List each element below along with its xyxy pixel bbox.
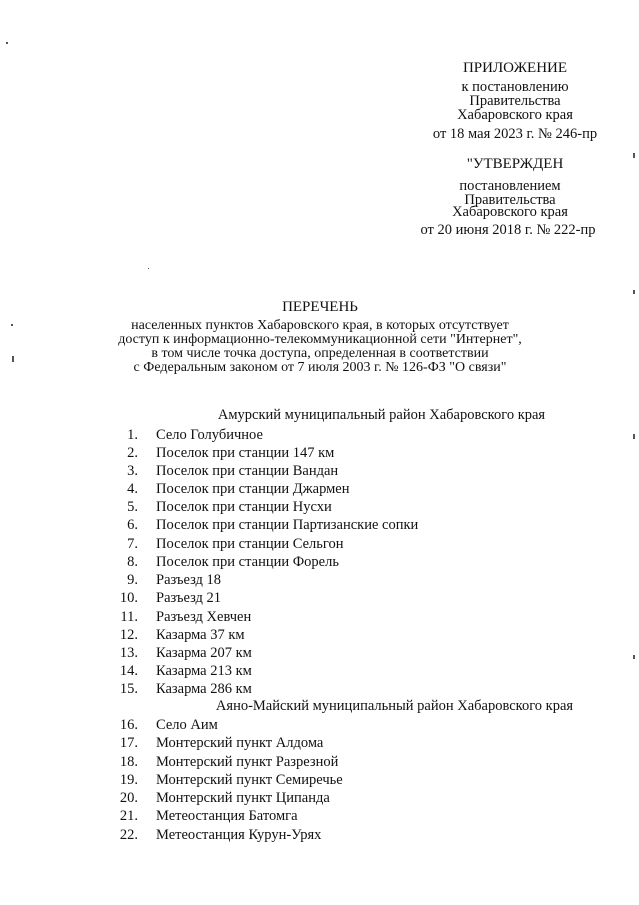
scan-speck xyxy=(633,655,635,659)
list-item xyxy=(0,627,639,645)
scan-speck xyxy=(633,290,635,294)
item-number: 21. xyxy=(119,808,138,824)
scan-speck xyxy=(633,153,635,158)
list-item xyxy=(0,772,639,790)
item-number: 2. xyxy=(127,445,138,461)
subtitle-line-3: в том числе точка доступа, определенная в соответствии xyxy=(151,346,489,361)
list-item xyxy=(0,445,639,463)
list-item xyxy=(0,554,639,572)
list-item xyxy=(0,735,639,753)
scan-speck xyxy=(6,42,8,44)
item-number: 15. xyxy=(119,681,138,697)
doc-title: ПЕРЕЧЕНЬ xyxy=(282,299,358,315)
item-name: Разъезд Хевчен xyxy=(156,609,252,625)
approved-line3: Хабаровского края xyxy=(452,204,568,220)
item-name: Монтерский пункт Ципанда xyxy=(156,790,330,806)
item-name: Метеостанция Батомга xyxy=(156,808,298,824)
item-number: 11. xyxy=(120,609,138,625)
item-number: 16. xyxy=(119,717,138,733)
appendix-date: от 18 мая 2023 г. № 246-пр xyxy=(432,126,598,142)
item-name: Метеостанция Курун-Урях xyxy=(156,827,322,843)
approved-date: от 20 июня 2018 г. № 222-пр xyxy=(420,222,596,238)
item-number: 14. xyxy=(119,663,138,679)
district-heading: Амурский муниципальный район Хабаровского края xyxy=(217,407,546,423)
list-item xyxy=(0,427,639,445)
item-name: Разъезд 21 xyxy=(156,590,222,606)
item-number: 3. xyxy=(127,463,138,479)
list-item xyxy=(0,754,639,772)
list-item xyxy=(0,572,639,590)
item-name: Монтерский пункт Разрезной xyxy=(156,754,339,770)
item-name: Монтерский пункт Алдома xyxy=(156,735,324,751)
item-name: Поселок при станции Форель xyxy=(156,554,339,570)
item-name: Село Голубичное xyxy=(156,427,263,443)
item-name: Разъезд 18 xyxy=(156,572,222,588)
item-number: 12. xyxy=(119,627,138,643)
item-name: Поселок при станции Вандан xyxy=(156,463,339,479)
appendix-line1: к постановлению xyxy=(461,79,569,95)
item-name: Поселок при станции 147 км xyxy=(156,445,335,461)
item-name: Казарма 286 км xyxy=(156,681,252,697)
scan-speck xyxy=(148,268,149,269)
list-item xyxy=(0,663,639,681)
list-item xyxy=(0,790,639,808)
item-number: 9. xyxy=(127,572,138,588)
list-item xyxy=(0,499,639,517)
item-name: Поселок при станции Нусхи xyxy=(156,499,332,515)
item-name: Село Аим xyxy=(156,717,218,733)
item-name: Поселок при станции Партизанские сопки xyxy=(156,517,419,533)
item-number: 6. xyxy=(127,517,138,533)
item-number: 8. xyxy=(127,554,138,570)
appendix-line3: Хабаровского края xyxy=(457,107,573,123)
list-item xyxy=(0,681,639,699)
item-name: Казарма 37 км xyxy=(156,627,245,643)
item-number: 13. xyxy=(119,645,138,661)
item-number: 5. xyxy=(127,499,138,515)
list-item xyxy=(0,517,639,535)
list-item xyxy=(0,463,639,481)
subtitle-line-4: с Федеральным законом от 7 июля 2003 г. № 126-ФЗ "О связи" xyxy=(133,360,507,375)
item-number: 4. xyxy=(127,481,138,497)
item-number: 18. xyxy=(119,754,138,770)
item-number: 22. xyxy=(119,827,138,843)
item-number: 17. xyxy=(119,735,138,751)
item-number: 1. xyxy=(127,427,138,443)
list-item xyxy=(0,590,639,608)
approved-line2: Правительства xyxy=(464,192,556,208)
item-number: 20. xyxy=(119,790,138,806)
district-heading: Аяно-Майский муниципальный район Хабаровского края xyxy=(215,698,574,714)
scan-speck xyxy=(12,356,14,362)
item-number: 10. xyxy=(119,590,138,606)
item-name: Поселок при станции Джармен xyxy=(156,481,350,497)
appendix-title: ПРИЛОЖЕНИЕ xyxy=(462,60,568,76)
list-item xyxy=(0,481,639,499)
item-name: Поселок при станции Сельгон xyxy=(156,536,344,552)
list-item xyxy=(0,645,639,663)
approved-title: "УТВЕРЖДЕН xyxy=(466,156,564,172)
scan-speck xyxy=(11,324,13,326)
list-item xyxy=(0,808,639,826)
subtitle-line-1: населенных пунктов Хабаровского края, в которых отсутствует xyxy=(131,318,509,333)
item-name: Казарма 207 км xyxy=(156,645,252,661)
appendix-line2: Правительства xyxy=(469,93,561,109)
item-number: 19. xyxy=(119,772,138,788)
list-item xyxy=(0,609,639,627)
item-name: Казарма 213 км xyxy=(156,663,252,679)
item-number: 7. xyxy=(127,536,138,552)
list-item xyxy=(0,827,639,845)
item-name: Монтерский пункт Семиречье xyxy=(156,772,343,788)
approved-line1: постановлением xyxy=(459,178,561,194)
list-item xyxy=(0,536,639,554)
list-item xyxy=(0,717,639,735)
scan-speck xyxy=(633,434,635,439)
subtitle-line-2: доступ к информационно-телекоммуникационной сети "Интернет", xyxy=(118,332,522,347)
